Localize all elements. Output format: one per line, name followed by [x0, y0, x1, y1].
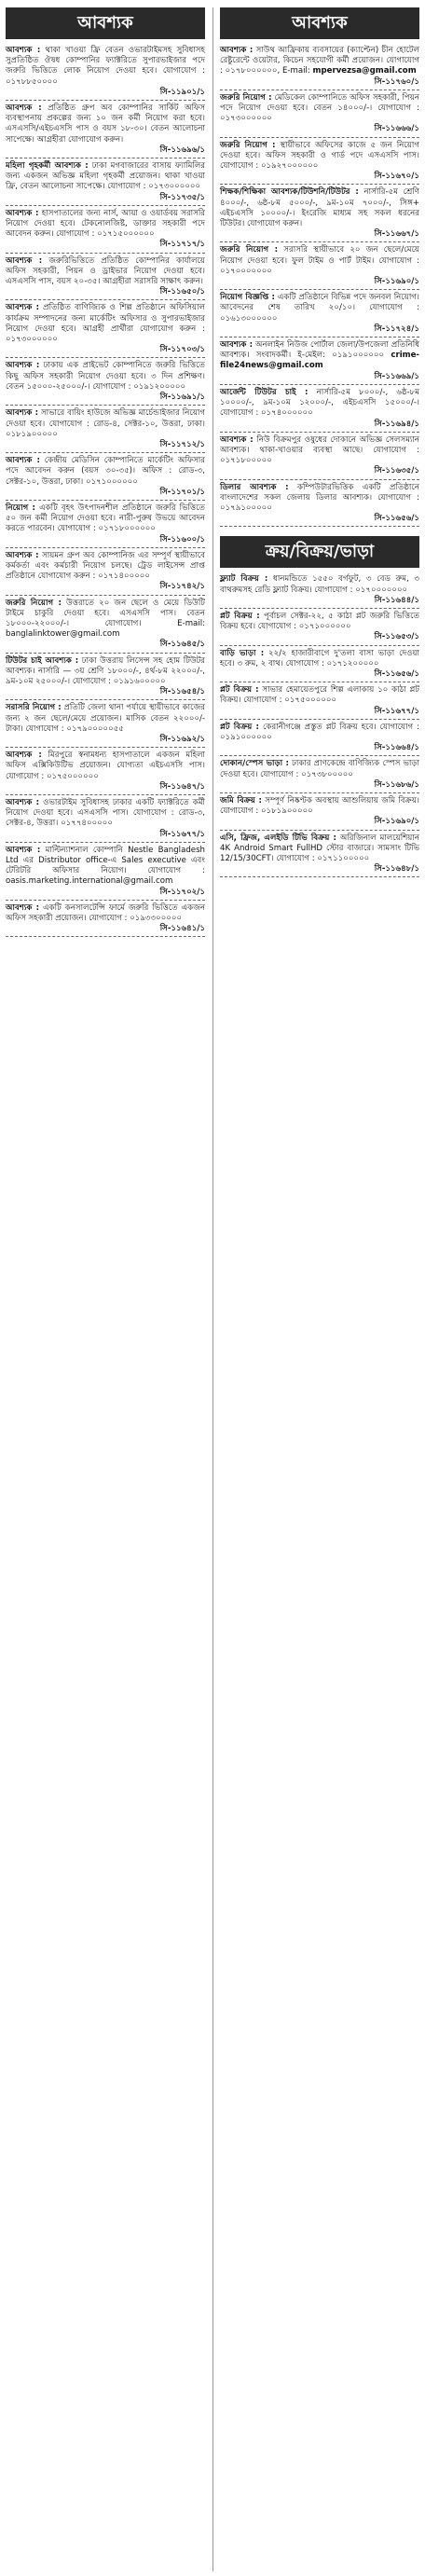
ad-text: স্থায়ীভাবে অফিসের কাজে ৫ জন নিয়োগ দেওয়া হবে। অফিস সহকারী ও গার্ড পদে এসএসসি পাস। যোগাযোগ : ০১৯২৭০০০০০০	[220, 140, 419, 172]
ad-text: ঢাকা উত্তরায় লিসেন্স সহ হোম টিউটর আবশ্যক। নার্সারি — ৩য় শ্রেণি ১৮০০০/-, ৪র্থ-৮ম ২২০০০/-, ৯ম-১০ম ২৫০০০/-। যোগাযোগ : ০১৯১৬০০০০০	[6, 655, 206, 686]
ad-lead: সরাসরি নিয়োগ :	[6, 703, 62, 713]
ad-text: সাভার হেমায়েতপুরে শিল্প এলাকায় ১০ কাঠা প্লট বিক্রয়। যোগাযোগ : ০১৭৫০০০০০০	[220, 685, 419, 706]
classified-ad	[220, 185, 419, 242]
ad-text: প্রতিষ্ঠিত গ্রুপ অব কোম্পানির সার্কিট অফিস ব্যবস্থাপনায় প্রকল্পের জন্য ১০ জন কর্মী নিয়োগ করা হবে। এসএসসি/এইচএসসি পাস ও বয়স ১৮-৩০। বেতন আলোচনা সাপেক্ষে। আগ্রহীরা যোগাযোগ করুন।	[6, 103, 206, 145]
ad-lead: টিউটর চাই আবশ্যক :	[6, 655, 79, 666]
ad-ref-code: সি-১১৬৬৯/১	[374, 371, 419, 381]
ad-text: উত্তরাতে ২০ জন ছেলে ও মেয়ে ডিউটি টাইমে চাকুরি দেওয়া হবে। এসএসসি পাস। বেতন ১৮০০০-২২০০০/-। যোগাযোগ। E-mail: banglalinktower@gmail.com	[6, 598, 205, 640]
ad-lead: আবশ্যক :	[6, 208, 39, 218]
ad-lead: আর্জেন্ট টিউটর চাই :	[220, 387, 308, 397]
ad-text: কম্পিউটারভিত্তিক একটি প্রতিষ্ঠানে বাংলাদেশের সকল জেলায় ডিলার আবশ্যক। যোগাযোগ : ০১৭৯১০০০০০	[220, 482, 420, 513]
ad-text: ঢাকা মগবাজারের বাসায় ফ্যামিলির জন্য একজন অভিজ্ঞ মহিলা গৃহকর্মী প্রয়োজন। থাকা খাওয়া ফ্রি, বেতন আলোচনা সাপেক্ষে। যোগাযোগ : ০১৭৩০০০০০০	[6, 161, 206, 192]
classified-ad	[220, 572, 419, 609]
ad-text: ওভারটাইম সুবিধাসহ ঢাকার একটি ফ্যাক্টরিতে কর্মী নিয়োগ দেওয়া হবে। এসএসসি পাস। যোগাযোগ : রোড-৩, সেক্টর-৪, উত্তরা। ০১৭৭৪০০০০০	[6, 798, 206, 829]
column-divider	[212, 7, 213, 2571]
ad-text: একটি প্রতিষ্ঠানে বিভিন্ন পদে জনবল নিয়োগ। আবেদনের শেষ তারিখ ২০/১০। যোগাযোগ : ০১৬১৩০০০০০০	[220, 293, 420, 324]
ad-text: নার্সারি-৫ম ৮০০০/-, ৬ষ্ঠ-৮ম ১০০০০/-, ৯ম-১০ম ১২০০০/-, এইচএসসি ১৫০০০/-। যোগাযোগ : ০১৭৪০০০০০০	[220, 387, 420, 419]
ad-ref-code: সি-১১৭০১/১	[159, 487, 205, 497]
ad-lead: আবশ্যক :	[220, 434, 254, 445]
ad-ref-code: সি-১১৬৬৬/১	[374, 124, 419, 134]
ad-text: জরুরিভিত্তিতে প্রতিষ্ঠিত কোম্পানির কার্যালয়ে অফিস সহকারী, পিয়ন ও ড্রাইভার নিয়োগ দেওয়া হবে। এসএসসি পাস, বয়স ২০-৩৫। আগ্রহীরা সরাসরি সাক্ষাৎ করুন।	[6, 255, 205, 287]
ad-text: থাকা খাওয়া ফ্রি বেতন ওভারটাইমসহ সুবিধাসহ সুপ্রতিষ্ঠিত ঔষধ কোম্পানির ফ্যাক্টরিতে সুপারভাইজার পদে জরুরি ভিত্তিতে লোক নিয়োগ দেওয়া হবে। যোগাযোগ : ০১৭৮৮৫০০০০	[6, 46, 205, 87]
ad-text: পূর্বাচল সেক্টর-২২, ৫ কাঠা প্লট জরুরি ভিত্তিতে বিক্রয় হবে। যোগাযোগ : ০১৭১০০০০০০	[220, 611, 419, 632]
ad-ref-code: সি-১১৬৪১/১	[159, 924, 205, 934]
ad-text: মাল্টিন্যাশনাল কোম্পানি Nestle Bangladesh Ltd এর Distributor office-এ Sales executive এবং টেরিটরি অফিসার নিয়োগ। যোগাযোগ : oasis.marketing.international@gmail.com	[6, 845, 206, 887]
ad-ref-code: সি-১১৬৬৭/১	[374, 229, 419, 240]
ad-ref-code: সি-১১৭১২/১	[159, 439, 205, 449]
ad-lead: দোকান/স্পেস ভাড়া :	[220, 759, 289, 769]
ad-email[interactable]: crime-file24news@gmail.com	[220, 351, 420, 371]
ad-ref-code: সি-১১৬৫৩/১	[374, 632, 419, 642]
right-ads-list	[220, 43, 419, 527]
ad-lead: আবশ্যক :	[6, 408, 39, 419]
ad-ref-code: সি-১১৬৯০/১	[374, 277, 419, 287]
ad-ref-code: সি-১১৬৪৮/১	[374, 864, 419, 875]
ad-lead: আবশ্যক :	[6, 798, 40, 807]
ad-lead: আবশ্যক :	[6, 751, 42, 761]
ad-lead: আবশ্যক :	[6, 46, 41, 55]
ad-text: কেরানীগঞ্জে প্রস্তুত প্লট বিক্রয় হবে। যোগাযোগ : ০১৯১০০০০০০	[220, 722, 419, 742]
classified-ad	[220, 756, 419, 793]
ad-lead: আবশ্যক :	[6, 255, 43, 266]
ad-lead: জরুরি নিয়োগ :	[220, 92, 272, 103]
classified-ad	[6, 548, 205, 596]
classified-ad	[220, 385, 419, 433]
classified-ad	[6, 158, 205, 206]
ad-ref-code: সি-১১৬৯২/১	[159, 734, 205, 744]
ad-lead: নিয়োগ :	[6, 503, 35, 513]
classified-ad	[220, 90, 419, 138]
ad-text: সম্পূর্ণ নিষ্কণ্টক অবস্থায় আশুলিয়ায় জমি বিক্রয়। যোগাযোগ : ০১৮১৯০০০০০	[220, 795, 419, 817]
classified-ad	[6, 254, 205, 301]
classified-ad	[220, 831, 419, 878]
ad-text: মিরপুরে স্বনামধন্য হাসপাতালে একজন মহিলা অফিস এক্সিকিউটিভ প্রয়োজন। যোগ্যতা এইচএসসি পাস। যোগাযোগ : ০১৭৫০০০০০০	[6, 751, 206, 781]
ad-ref-code: সি-১১৬৫৪/১	[159, 687, 205, 697]
ad-text: একটি বৃহৎ উৎপাদনশীল প্রতিষ্ঠানে জরুরি ভিত্তিতে ৫০ জন কর্মী নিয়োগ দেওয়া হবে। নারী-পুরুষ উভয়ে আবেদন করতে পারবেন। যোগাযোগ : ০১৭১৮০০০০০০	[6, 503, 205, 534]
classified-ad	[220, 290, 419, 337]
ad-ref-code: সি-১১৬৩৫/১	[374, 466, 419, 476]
classified-ad	[220, 433, 419, 480]
classified-ad	[6, 596, 205, 654]
classified-ad	[220, 609, 419, 646]
classified-ad	[6, 300, 205, 358]
classified-ad	[220, 242, 419, 290]
ad-ref-code: সি-১১৭২৪/১	[374, 324, 419, 334]
ad-ref-code: সি-১১৬৯৬/১	[159, 145, 205, 155]
left-ads-list	[6, 43, 205, 937]
section-header-left: আবশ্যক	[6, 7, 205, 39]
ad-ref-code: সি-১১৬৫৬/১	[374, 668, 419, 679]
classified-ad	[6, 101, 205, 158]
classified-ad	[6, 843, 205, 901]
classified-ad	[6, 43, 205, 101]
ad-lead: ফ্ল্যাট বিক্রয় :	[220, 574, 268, 585]
ad-text: সরাসরি স্থায়ীভাবে ২০ জন ছেলে/মেয়ে নিয়োগ দেওয়া হবে। ফুল টাইম ও পার্ট টাইম। যোগাযোগ : ০১৭০০০০০০০	[220, 245, 419, 276]
classified-ad	[6, 501, 205, 548]
ad-ref-code: সি-১১৭৪২/১	[159, 582, 205, 592]
ad-text: ঢাকায় এক প্রাইভেট কোম্পানিতে জরুরি ভিত্তিতে কিছু অফিস সহকারী নিয়োগ দেওয়া হবে। ৩ দিন প্রশিক্ষণ। বেতন ১৫০০০-২৫০০০/-। যোগাযোগ : ০১৯১২০০০০০	[6, 361, 205, 392]
ad-lead: আবশ্যক :	[6, 303, 40, 313]
ad-text: একটি কনসালটেন্সি ফার্মে জরুরি ভিত্তিতে একজন অফিস সহকারী প্রয়োজন। যোগাযোগ : ০১৯৩৩০০০০০	[6, 902, 206, 924]
classified-ad	[220, 138, 419, 186]
classified-ad	[220, 720, 419, 757]
ad-text: সায়মন গ্রুপ অব কোম্পানিজ এর সম্পূর্ণ স্থায়ীভাবে কর্মকর্তা এবং কর্মচারী নিয়োগ চলছে। ট্রেড লাইসেন্স প্রাপ্ত প্রতিষ্ঠানে যোগাযোগ করুন : ০১৭১৪০০০০০	[6, 550, 206, 582]
ad-ref-code: সি-১১৬৬৪/১	[374, 743, 419, 753]
ad-lead: আবশ্যক :	[6, 845, 41, 855]
ad-lead: আবশ্যক :	[6, 103, 42, 114]
ad-ref-code: সি-১১৬৪৪/১	[374, 595, 419, 605]
ad-text: প্রতিষ্ঠিত বাণিজ্যিক ও শিল্প প্রতিষ্ঠানে অফিসিয়াল কার্যক্রম সম্পাদনের জন্য মার্কেটিং অফিসার ও সুপারভাইজার নিয়োগ দেওয়া হবে। আগ্রহী প্রার্থীরা যোগাযোগ করুন : ০১৭৩০০০০০০	[6, 303, 205, 345]
ad-text: ধানমন্ডিতে ১৫৫০ বর্গফুট, ৩ বেড রুম, ৩ বাথরুমসহ রেডি ফ্ল্যাট বিক্রয়। যোগাযোগ : ০১৭০০০০০০০	[220, 574, 419, 595]
ad-ref-code: সি-১১৬৯১/১	[159, 393, 205, 403]
ad-lead: বাড়ি ভাড়া :	[220, 648, 265, 658]
classified-ad	[220, 480, 419, 528]
ad-ref-code: সি-১১৭৩৫/১	[159, 192, 205, 202]
classified-ad	[6, 406, 205, 453]
classified-ad	[6, 901, 205, 938]
ad-ref-code: সি-১১৬৯৪/১	[374, 419, 419, 429]
ad-lead: আবশ্যক :	[6, 456, 40, 466]
ad-text: প্রতিটি জেলা থানা পর্যায়ে স্থায়ীভাবে কাজের জন্য ২ জন ছেলে/মেয়ে প্রয়োজন। মাসিক বেতন ২২০০০/- টাকা। যোগাযোগ : ০১৭৯০০০০০৫৫	[6, 703, 205, 734]
ad-lead: আবশ্যক :	[220, 340, 254, 351]
ad-lead: জরুরি নিয়োগ :	[6, 598, 62, 608]
ad-text: সাভারে বায়িং হাউজে অভিজ্ঞ মার্চেন্ডাইজার নিয়োগ দেওয়া হবে। যোগাযোগ : রোড-৪, সেক্টর-১০, উত্তরা, ঢাকা। ০১৮১৯০০০০০	[6, 408, 206, 439]
ad-lead: নিয়োগ বিজ্ঞপ্তি :	[220, 293, 275, 303]
ad-ref-code: সি-১১৬৪৫/১	[159, 640, 205, 650]
classified-ad	[6, 795, 205, 843]
ad-text: ঢাকার প্রাণকেন্দ্রে বাণিজ্যিক স্পেস ভাড়া দেওয়া হবে। যোগাযোগ : ০১৭৩৮০০০০০	[220, 759, 419, 779]
right-column	[220, 7, 419, 877]
classified-ad	[6, 700, 205, 748]
ad-ref-code: সি-১১৯০১/১	[159, 87, 205, 97]
ad-text: নার্সারি-৫ম শ্রেণি ৪০০০/-, ৬ষ্ঠ-৮ম ৫০০০/-, ৯ম-১০ম ৭০০০/-, সিঙ্গ+ এইচএসসি ১০০০০/-। ইংরেজি মাধ্যম সহ সকল ধরনের টিউটর। যোগাযোগ করুন।	[220, 187, 419, 229]
ad-text: সাউথ আফ্রিকায় ব্যবসায়ের (ক্যাপ্টেন) চীন হোটেল রেষ্টুরেন্টে ওয়েটার, কিচেন সহযোগী কর্মী প্রয়োজন। যোগাযোগ : ০১৭৮০০০০০০, E-mail:	[220, 46, 419, 76]
ad-ref-code: সি-১১৭০২/১	[159, 887, 205, 897]
ad-lead: জমি বিক্রয় :	[220, 795, 262, 806]
ad-ref-code: সি-১১৬৭৭/১	[159, 829, 205, 839]
classified-ad	[6, 358, 205, 406]
ad-lead: এসি, ফ্রিজ, এলইডি টিভি বিক্রয় :	[220, 833, 336, 843]
ad-ref-code: সি-১১৬৭৭/১	[374, 706, 419, 716]
ad-lead: আবশ্যক :	[6, 361, 40, 371]
ad-lead: প্লট বিক্রয় :	[220, 685, 259, 696]
ad-ref-code: সি-১১৬৪৭/১	[159, 781, 205, 792]
ad-lead: জরুরি নিয়োগ :	[220, 245, 279, 255]
ad-lead: আবশ্যক :	[6, 550, 39, 560]
ad-ref-code: সি-১১৭০৩/১	[159, 345, 205, 355]
section-header-right: আবশ্যক	[220, 7, 419, 39]
ad-text: নিউ বিক্রমপুর ওষুধের দোকানে অভিজ্ঞ সেলসম্যান আবশ্যক। থাকা-খাওয়ার ব্যবস্থা আছে। যোগাযোগ : ০১৭১৮০০০০০	[220, 434, 420, 466]
ad-text: অরিজিনাল মালয়েশিয়ান 4K Android Smart FullHD স্টোর বাজারে। সামসাং টিভি 12/15/30CFT। যোগাযোগ : ০১৭১১০০০০০	[220, 833, 419, 863]
ad-lead: আবশ্যক :	[6, 902, 40, 913]
section-header-sale: ক্রয়/বিক্রয়/ভাড়া	[220, 536, 419, 568]
classified-ad	[220, 793, 419, 831]
classified-ad	[220, 646, 419, 683]
ad-text: মেডিকেল কোম্পানিতে অফিস সহকারী, পিয়ন পদে নিয়োগ দেওয়া হবে। বেতন ১৪০০০/-। যোগাযোগ : ০১৭৩০০০০০০	[220, 92, 419, 124]
ad-text: ২২/২ হাজারীবাগে দু'তলা বাসা ভাড়া দেওয়া হবে। ৩ রুম, ২ বাথ। যোগাযোগ : ০১৭১২০০০০০	[220, 648, 420, 668]
ad-lead: শিক্ষক/শিক্ষিকা আবশ্যক/টিউশনি/টিউটর :	[220, 187, 359, 198]
classified-ad	[6, 748, 205, 795]
ad-ref-code: সি-১১৬৫৬/১	[374, 514, 419, 524]
ad-ref-code: সি-১১৬৫০/১	[159, 287, 205, 297]
classified-ad	[220, 43, 419, 90]
classified-ad	[6, 654, 205, 701]
classified-ad	[6, 206, 205, 254]
sale-ads-list	[220, 572, 419, 877]
ad-lead: মহিলা গৃহকর্মী আবশ্যক :	[6, 161, 89, 172]
ad-lead: ডিলার আবশ্যক :	[220, 482, 289, 492]
ad-ref-code: সি-১১৬৯০/১	[374, 817, 419, 827]
ad-text: কেন্দ্রীয় মেডিসিন কোম্পানিতে মার্কেটিং অফিসার পদে আবেদন করুন (বয়স ৩০-৩৫)। অফিস : রোড-৩, সেক্টর-১০, উত্তরা, ঢাকা। ০১৭১০০০০০০	[6, 456, 205, 487]
ad-ref-code: সি-১১৬৮৬/১	[374, 779, 419, 790]
ad-lead: প্লট বিক্রয় :	[220, 611, 260, 621]
ad-ref-code: সি-১১৭৬০/১	[374, 76, 419, 87]
ad-ref-code: সি-১১৬০০/১	[159, 534, 205, 544]
classified-ad	[6, 453, 205, 501]
classified-ad	[220, 682, 419, 720]
classified-ad	[220, 337, 419, 385]
ad-lead: জরুরি নিয়োগ :	[220, 140, 276, 150]
ad-text: অনলাইন নিউজ পোর্টাল জেলা/উপজেলা প্রতিনিধি আবশ্যক। সংবাদকর্মী। ই-মেইল: ০১৯১০০০০০০	[220, 340, 420, 361]
ad-lead: প্লট বিক্রয় :	[220, 722, 259, 732]
left-column	[6, 7, 205, 937]
ad-text: হাসপাতালের জন্য নার্স, আয়া ও ওয়ার্ডবয় সরাসরি নিয়োগ দেওয়া হবে। টেকনোলজিষ্ট, ডাক্তার সহকারী পদে আবেদন করুন। যোগাযোগ : ০১৭১৫০০০০০০	[6, 208, 206, 240]
ad-email[interactable]: mpervezsa@gmail.com	[312, 66, 417, 76]
ad-ref-code: সি-১১৬৭০/১	[374, 172, 419, 182]
ad-ref-code: সি-১১৭১৭/১	[159, 240, 205, 250]
ad-lead: আবশ্যক :	[220, 46, 254, 55]
